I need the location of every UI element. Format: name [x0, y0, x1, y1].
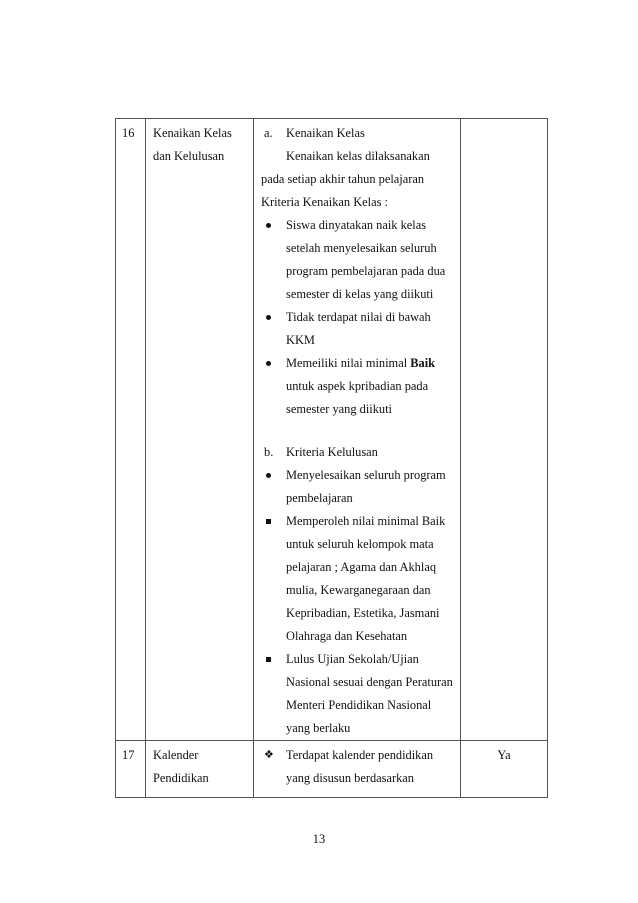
- list-item-line: Tidak terdapat nilai di bawah: [286, 310, 431, 324]
- list-item-line: [286, 352, 454, 375]
- list-item-line: program pembelajaran pada dua: [286, 264, 446, 278]
- list-item-line: Terdapat kalender pendidikan: [286, 748, 434, 762]
- criteria-table: [115, 118, 548, 798]
- aspect-line: Kalender: [153, 748, 199, 762]
- section-title: Kriteria Kelulusan: [286, 445, 378, 459]
- bullet-dot-icon: [266, 315, 271, 320]
- bullet-square-icon: [266, 519, 271, 524]
- list-item-line: Lulus Ujian Sekolah/Ujian: [286, 652, 419, 666]
- list-item-line: Menteri Pendidikan Nasional: [286, 698, 432, 712]
- row-number: 16: [122, 126, 135, 140]
- aspect-cell: [146, 119, 254, 741]
- section-marker: a.: [264, 126, 273, 140]
- list-item-line: KKM: [286, 333, 315, 347]
- list-item-text: Memeiliki nilai minimal: [286, 356, 411, 370]
- bullet-dot-icon: [266, 361, 271, 366]
- bullet-dot-icon: [266, 223, 271, 228]
- list-item: [261, 464, 454, 510]
- list-item: [261, 648, 454, 740]
- list-item-line: yang berlaku: [286, 721, 351, 735]
- emphasis-text: Baik: [410, 356, 436, 370]
- result-value: Ya: [497, 748, 511, 762]
- description-cell: [254, 741, 461, 798]
- page-number: 13: [312, 832, 326, 846]
- aspect-cell: [146, 741, 254, 798]
- list-item-line: pembelajaran: [286, 491, 353, 505]
- bullet-dot-icon: [266, 473, 271, 478]
- row-number: 17: [122, 748, 135, 762]
- list-item-line: Siswa dinyatakan naik kelas: [286, 218, 427, 232]
- description-cell: [254, 119, 461, 741]
- list-item-line: setelah menyelesaikan seluruh: [286, 241, 437, 255]
- section-b-heading: [261, 441, 454, 464]
- section-title: Kenaikan Kelas: [286, 126, 365, 140]
- paragraph-line: Kenaikan kelas dilaksanakan: [286, 149, 430, 163]
- aspect-line: dan Kelulusan: [153, 149, 225, 163]
- row-number-cell: [116, 741, 146, 798]
- list-item-line: mulia, Kewarganegaraan dan: [286, 583, 431, 597]
- criteria-title: Kriteria Kenaikan Kelas :: [261, 195, 388, 209]
- section-a-heading: [261, 122, 454, 145]
- list-item-line: untuk aspek kpribadian pada: [286, 379, 429, 393]
- list-item-line: semester di kelas yang diikuti: [286, 287, 434, 301]
- table-row: [116, 741, 548, 798]
- list-item-line: semester yang diikuti: [286, 402, 392, 416]
- list-item: [261, 214, 454, 306]
- list-item-line: Memperoleh nilai minimal Baik: [286, 514, 446, 528]
- result-value: [461, 119, 547, 122]
- list-item-line: Nasional sesuai dengan Peraturan: [286, 675, 453, 689]
- aspect-line: Pendidikan: [153, 771, 209, 785]
- paragraph-line: pada setiap akhir tahun pelajaran: [261, 172, 425, 186]
- table-row: [116, 119, 548, 741]
- list-item: [261, 306, 454, 352]
- list-item-line: yang disusun berdasarkan: [286, 771, 415, 785]
- list-item: [261, 352, 454, 421]
- row-number-cell: [116, 119, 146, 741]
- list-item-line: pelajaran ; Agama dan Akhlaq: [286, 560, 437, 574]
- section-marker: b.: [264, 445, 274, 459]
- list-item: [261, 510, 454, 648]
- list-item: [261, 744, 454, 790]
- bullet-diamond-icon: ❖: [264, 749, 274, 761]
- aspect-line: Kenaikan Kelas: [153, 126, 232, 140]
- result-cell: [461, 119, 548, 741]
- list-item-line: Menyelesaikan seluruh program: [286, 468, 446, 482]
- result-cell: [461, 741, 548, 798]
- bullet-square-icon: [266, 657, 271, 662]
- list-item-line: Kepribadian, Estetika, Jasmani: [286, 606, 440, 620]
- list-item-line: Olahraga dan Kesehatan: [286, 629, 408, 643]
- list-item-line: untuk seluruh kelompok mata: [286, 537, 434, 551]
